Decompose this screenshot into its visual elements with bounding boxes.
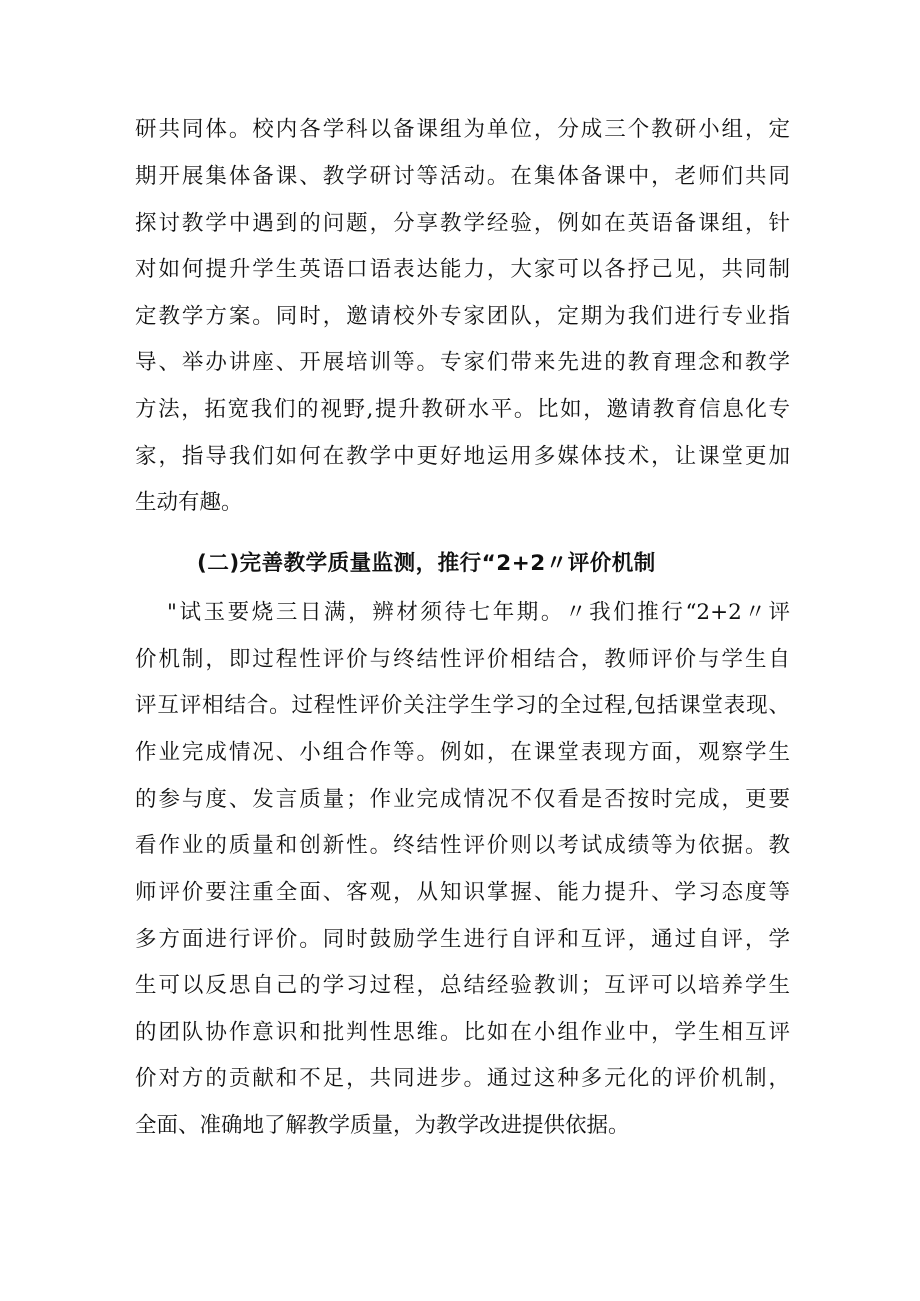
paragraph-2-line: "试玉要烧三日满，辨材须待七年期。〃我们推行“2+2〃评 (167, 600, 790, 625)
paragraph-1-line: 生动有趣。 (135, 490, 243, 515)
paragraph-1-line: 期开展集体备课、教学研讨等活动。在集体备课中，老师们共同 (135, 164, 790, 189)
paragraph-2-line: 全面、准确地了解教学质量，为教学改进提供依据。 (135, 1113, 630, 1138)
paragraph-1-line: 对如何提升学生英语口语表达能力，大家可以各抒己见，共同制 (135, 257, 790, 282)
paragraph-2-line: 的参与度、发言质量；作业完成情况不仅看是否按时完成，更要 (135, 787, 790, 812)
paragraph-1-line: 研共同体。校内各学科以备课组为单位，分成三个教研小组，定 (135, 117, 790, 142)
paragraph-1-line: 家，指导我们如何在教学中更好地运用多媒体技术，让课堂更加 (135, 444, 790, 469)
paragraph-1-line: 方法，拓宽我们的视野,提升教研水平。比如，邀请教育信息化专 (135, 397, 790, 422)
paragraph-1-line: 导、举办讲座、开展培训等。专家们带来先进的教育理念和教学 (135, 350, 790, 375)
paragraph-2-line: 评互评相结合。过程性评价关注学生学习的全过程,包括课堂表现、 (135, 693, 790, 718)
section-heading: (二)完善教学质量监测，推行“2+2〃评价机制 (197, 551, 656, 576)
paragraph-1-line: 探讨教学中遇到的问题，分享教学经验，例如在英语备课组，针 (135, 211, 790, 236)
paragraph-2-line: 价机制，即过程性评价与终结性评价相结合，教师评价与学生自 (135, 647, 790, 672)
paragraph-2-line: 作业完成情况、小组合作等。例如，在课堂表现方面，观察学生 (135, 740, 790, 765)
paragraph-2-line: 价对方的贡献和不足，共同进步。通过这种多元化的评价机制， (135, 1066, 790, 1091)
paragraph-1-line: 定教学方案。同时，邀请校外专家团队，定期为我们进行专业指 (135, 304, 790, 329)
paragraph-2-line: 生可以反思自己的学习过程，总结经验教训；互评可以培养学生 (135, 973, 790, 998)
paragraph-2-line: 看作业的质量和创新性。终结性评价则以考试成绩等为依据。教 (135, 833, 790, 858)
paragraph-2-line: 师评价要注重全面、客观，从知识掌握、能力提升、学习态度等 (135, 880, 790, 905)
paragraph-2-line: 的团队协作意识和批判性思维。比如在小组作业中，学生相互评 (135, 1020, 790, 1045)
paragraph-2-line: 多方面进行评价。同时鼓励学生进行自评和互评，通过自评，学 (135, 927, 790, 952)
